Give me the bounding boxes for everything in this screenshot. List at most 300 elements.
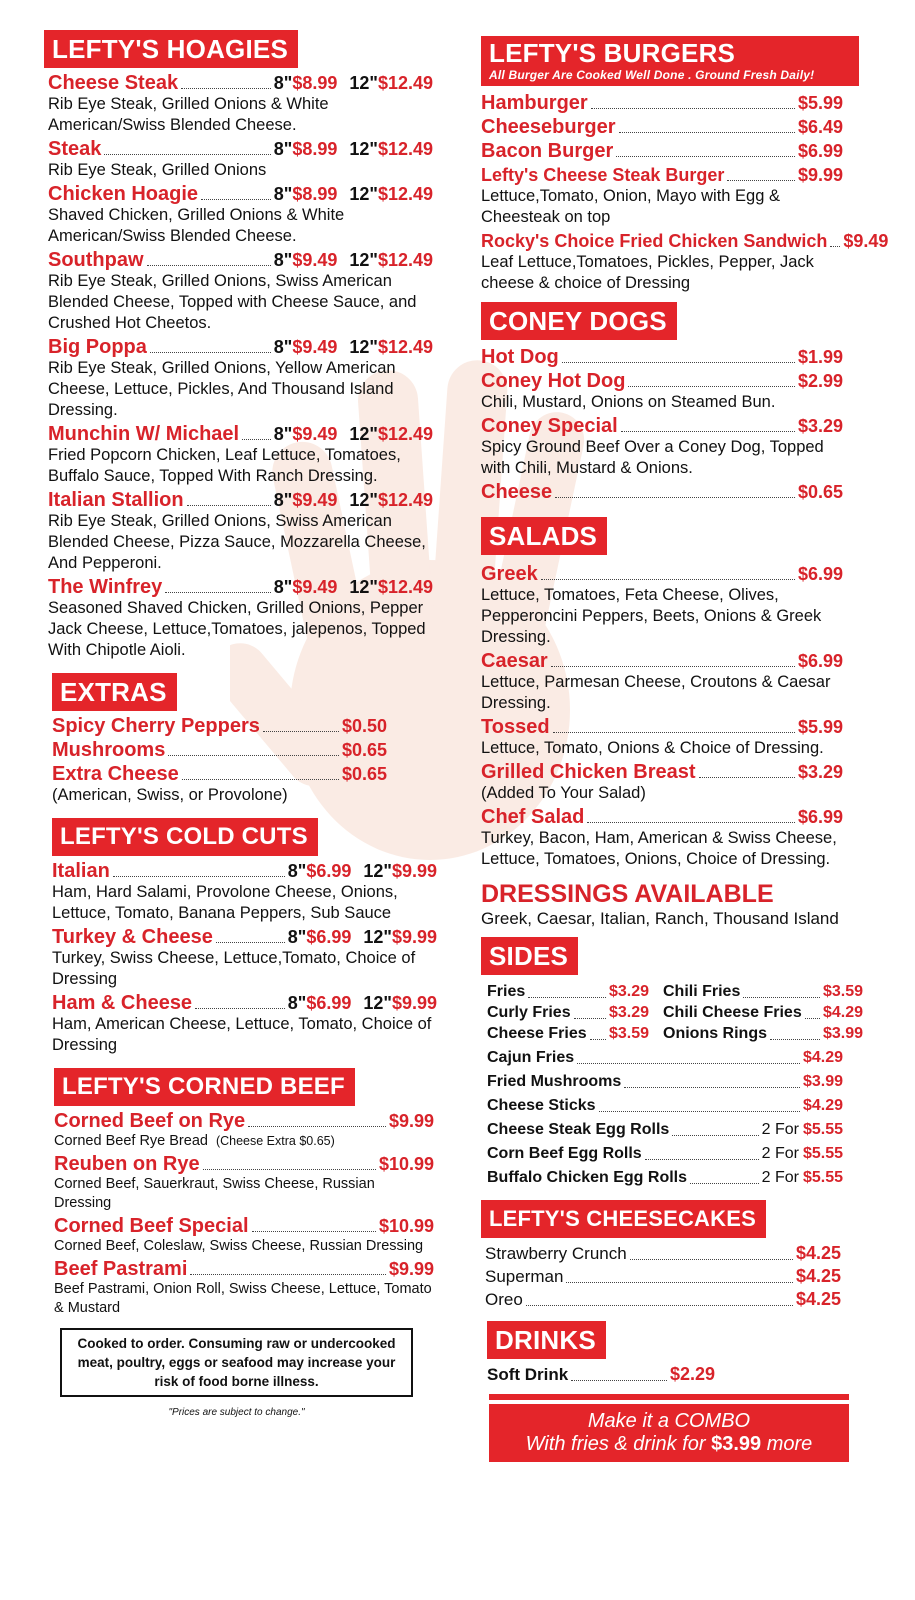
leader-dots xyxy=(805,1018,820,1019)
leader-dots xyxy=(187,505,271,506)
menu-item xyxy=(52,739,387,761)
size-8-label: 8" xyxy=(273,424,293,444)
item-price: $9.99 xyxy=(797,165,843,185)
item-description: Rib Eye Steak, Grilled Onions, Swiss American Blended Cheese, Topped with Cheese Sauce, and Crushed Hot Cheetos. xyxy=(48,272,417,332)
egg-roll-item xyxy=(487,1119,843,1140)
menu-item xyxy=(48,489,444,574)
price-12: $12.49 xyxy=(377,184,433,204)
side-item xyxy=(487,1095,843,1116)
egg-roll-qty: 2 For xyxy=(761,1169,799,1186)
hoagies-header: LEFTY'S HOAGIES xyxy=(44,30,298,68)
side-name: Chili Fries xyxy=(663,983,741,1000)
leader-dots xyxy=(619,132,795,133)
item-name: Spicy Cherry Peppers xyxy=(52,715,260,737)
leader-dots xyxy=(590,1039,606,1040)
extras-note: (American, Swiss, or Provolone) xyxy=(52,786,288,804)
side-name: Cheese Sticks xyxy=(487,1097,596,1114)
menu-item-row xyxy=(54,1258,434,1280)
item-description: Ham, Hard Salami, Provolone Cheese, Onions, Lettuce, Tomato, Banana Peppers, Sub Sauce xyxy=(52,883,398,922)
menu-item-row xyxy=(48,336,433,358)
drinks-header: DRINKS xyxy=(487,1321,606,1359)
menu-item xyxy=(54,1258,434,1318)
item-name: Greek xyxy=(481,563,538,585)
salads-list xyxy=(481,563,843,870)
item-description: Ham, American Cheese, Lettuce, Tomato, Choice of Dressing xyxy=(52,1015,432,1054)
item-description-text: Lettuce,Tomato, Onion, Mayo with Egg & Cheesteak on top xyxy=(481,187,780,226)
sides-list xyxy=(487,981,863,1188)
menu-item-row xyxy=(481,481,843,503)
menu-item-row xyxy=(54,1110,434,1132)
food-safety-notice: Cooked to order. Consuming raw or undercooked meat, poultry, eggs or seafood may increase your risk of food borne illness. xyxy=(60,1328,413,1397)
size-8-label: 8" xyxy=(273,184,293,204)
item-description xyxy=(481,392,843,413)
leader-dots xyxy=(770,1039,820,1040)
side-name: Fried Mushrooms xyxy=(487,1073,622,1090)
item-description: Fried Popcorn Chicken, Leaf Lettuce, Tomatoes, Buffalo Sauce, Topped With Ranch Dressing. xyxy=(48,446,401,485)
menu-item xyxy=(481,92,843,114)
price-8: $9.49 xyxy=(292,424,338,444)
burgers-subtitle: All Burger Are Cooked Well Done . Ground Fresh Daily! xyxy=(489,68,815,82)
leader-dots xyxy=(599,1111,800,1112)
leader-dots xyxy=(165,592,271,593)
side-name: Cheese Fries xyxy=(487,1025,587,1042)
menu-item-row xyxy=(48,138,433,160)
prices-note: "Prices are subject to change." xyxy=(168,1407,305,1418)
leader-dots xyxy=(628,386,795,387)
menu-item-row xyxy=(485,1288,841,1311)
item-name: Turkey & Cheese xyxy=(52,926,213,948)
item-price: $2.29 xyxy=(669,1364,715,1384)
menu-item-row xyxy=(48,423,433,445)
item-description: Rib Eye Steak, Grilled Onions, Swiss American Blended Cheese, Pizza Sauce, Mozzarella Cheese, And Pepperoni. xyxy=(48,512,426,572)
item-price: $3.29 xyxy=(797,762,843,782)
price-8: $9.49 xyxy=(292,337,338,357)
menu-item-row xyxy=(48,72,433,94)
price-8: $8.99 xyxy=(292,139,338,159)
menu-item-row xyxy=(481,650,843,672)
size-12-label: 12" xyxy=(363,993,392,1013)
item-extra-note: (Cheese Extra $0.65) xyxy=(215,1134,335,1148)
size-8-label: 8" xyxy=(287,861,307,881)
item-price: $6.99 xyxy=(797,807,843,827)
menu-item-row xyxy=(54,1215,434,1237)
item-description-text: Lettuce, Tomato, Onions & Choice of Dressing. xyxy=(481,739,824,757)
menu-item xyxy=(48,249,444,334)
menu-item-row xyxy=(481,140,843,162)
leader-dots xyxy=(242,439,271,440)
menu-item xyxy=(481,563,843,648)
menu-item xyxy=(481,346,843,368)
leader-dots xyxy=(203,1169,376,1170)
item-name: Steak xyxy=(48,138,102,160)
size-12-label: 12" xyxy=(349,337,378,357)
price-8: $8.99 xyxy=(292,73,338,93)
item-name: Grilled Chicken Breast xyxy=(481,761,696,783)
leader-dots xyxy=(551,666,795,667)
price-12: $12.49 xyxy=(377,490,433,510)
leader-dots xyxy=(571,1380,667,1381)
size-8-label: 8" xyxy=(273,250,293,270)
item-name: Reuben on Rye xyxy=(54,1153,200,1175)
price-12: $12.49 xyxy=(377,337,433,357)
item-name: Corned Beef on Rye xyxy=(54,1110,246,1132)
hoagies-list xyxy=(48,72,444,661)
egg-roll-price: $5.55 xyxy=(802,1169,843,1186)
item-price: $9.99 xyxy=(388,1259,434,1279)
menu-item xyxy=(481,716,843,759)
size-8-label: 8" xyxy=(273,73,293,93)
item-description xyxy=(481,186,843,228)
item-name: Mushrooms xyxy=(52,739,166,761)
size-12-label: 12" xyxy=(349,490,378,510)
combo-divider xyxy=(489,1394,849,1400)
menu-item xyxy=(481,116,843,138)
burgers-title: LEFTY'S BURGERS xyxy=(489,38,736,68)
item-description-text: Corned Beef, Sauerkraut, Swiss Cheese, Russian Dressing xyxy=(54,1176,375,1211)
item-description xyxy=(481,783,843,804)
item-price: $6.99 xyxy=(797,564,843,584)
cold-cuts-header: LEFTY'S COLD CUTS xyxy=(52,818,318,856)
item-price: $4.25 xyxy=(795,1243,841,1263)
leader-dots xyxy=(252,1231,376,1232)
item-name: The Winfrey xyxy=(48,576,163,598)
item-name: Ham & Cheese xyxy=(52,992,193,1014)
side-item xyxy=(487,1002,649,1023)
item-price: $0.65 xyxy=(341,764,387,784)
price-8: $9.49 xyxy=(292,490,338,510)
item-price: $9.49 xyxy=(843,231,889,251)
dressings-section xyxy=(481,880,881,929)
item-name: Coney Hot Dog xyxy=(481,370,626,392)
side-name: Chili Cheese Fries xyxy=(663,1004,802,1021)
menu-item xyxy=(481,164,843,228)
menu-item xyxy=(481,806,843,870)
menu-item xyxy=(52,926,437,990)
menu-item-row xyxy=(52,763,387,785)
size-12-label: 12" xyxy=(363,861,392,881)
egg-roll-price: $5.55 xyxy=(802,1145,843,1162)
extras-list xyxy=(52,715,387,785)
leader-dots xyxy=(190,1274,386,1275)
item-name: Rocky's Choice Fried Chicken Sandwich xyxy=(481,231,828,251)
menu-item-row xyxy=(48,249,433,271)
side-name: Curly Fries xyxy=(487,1004,571,1021)
drinks-list xyxy=(487,1363,715,1386)
item-name: Bacon Burger xyxy=(481,140,614,162)
item-description-text: Lettuce, Tomatoes, Feta Cheese, Olives, Pepperoncini Peppers, Beets, Onions & Greek Dressing. xyxy=(481,586,822,646)
item-description xyxy=(481,252,843,294)
leader-dots xyxy=(553,732,795,733)
menu-item xyxy=(54,1215,434,1256)
size-8-label: 8" xyxy=(287,927,307,947)
leader-dots xyxy=(541,579,795,580)
sides-section xyxy=(481,937,881,1188)
combo-line2-text: With fries & drink for xyxy=(525,1433,706,1455)
price-8: $6.99 xyxy=(306,861,352,881)
menu-item xyxy=(48,72,444,136)
leader-dots xyxy=(743,997,820,998)
item-price: $6.49 xyxy=(797,117,843,137)
price-12: $12.49 xyxy=(377,139,433,159)
price-12: $12.49 xyxy=(377,73,433,93)
menu-item xyxy=(481,230,889,294)
sides-gap xyxy=(649,1023,663,1044)
price-12: $12.49 xyxy=(377,424,433,444)
leader-dots xyxy=(591,108,795,109)
item-name: Italian xyxy=(52,860,110,882)
egg-roll-price: $5.55 xyxy=(802,1121,843,1138)
item-price: $6.99 xyxy=(797,651,843,671)
cold-cuts-list xyxy=(52,860,437,1056)
sides-gap xyxy=(649,981,663,1002)
corned-beef-list xyxy=(54,1110,434,1318)
leader-dots xyxy=(201,199,271,200)
menu-item-row xyxy=(48,489,433,511)
menu-item xyxy=(52,763,387,785)
side-name: Onions Rings xyxy=(663,1025,767,1042)
item-name: Soft Drink xyxy=(487,1365,569,1384)
leader-dots xyxy=(616,156,795,157)
size-8-label: 8" xyxy=(273,490,293,510)
menu-item-row xyxy=(48,576,433,598)
menu-item-row xyxy=(481,415,843,437)
menu-item-row xyxy=(52,739,387,761)
item-price: $3.29 xyxy=(797,416,843,436)
menu-item xyxy=(48,183,444,247)
item-name: Chicken Hoagie xyxy=(48,183,199,205)
right-column xyxy=(481,36,889,1462)
leader-dots xyxy=(830,246,840,247)
leader-dots xyxy=(699,777,795,778)
item-description xyxy=(481,585,843,648)
size-12-label: 12" xyxy=(349,73,378,93)
menu-item-row xyxy=(481,164,843,186)
menu-item-row xyxy=(481,716,843,738)
menu-item-row xyxy=(52,992,437,1014)
leader-dots xyxy=(574,1018,606,1019)
side-item xyxy=(663,1023,863,1044)
item-price: $10.99 xyxy=(378,1154,434,1174)
item-price: $4.25 xyxy=(795,1266,841,1286)
item-price: $0.65 xyxy=(341,740,387,760)
extras-header: EXTRAS xyxy=(52,673,177,711)
item-description: Seasoned Shaved Chicken, Grilled Onions, Pepper Jack Cheese, Lettuce,Tomatoes, jalepenos, Topped With Chipotle Aioli. xyxy=(48,599,426,659)
egg-roll-name: Corn Beef Egg Rolls xyxy=(487,1145,642,1162)
combo-price: $3.99 xyxy=(711,1433,762,1455)
item-description: Rib Eye Steak, Grilled Onions xyxy=(48,161,267,179)
menu-item-row xyxy=(481,92,843,114)
menu-item xyxy=(52,860,437,924)
item-description xyxy=(54,1237,434,1256)
menu-item-row xyxy=(48,183,433,205)
item-description: Turkey, Swiss Cheese, Lettuce,Tomato, Choice of Dressing xyxy=(52,949,416,988)
menu-item xyxy=(481,761,843,804)
leader-dots xyxy=(624,1087,800,1088)
item-name: Cheese xyxy=(481,481,553,503)
egg-roll-name: Cheese Steak Egg Rolls xyxy=(487,1121,670,1138)
item-description-text: Chili, Mustard, Onions on Steamed Bun. xyxy=(481,393,776,411)
leader-dots xyxy=(263,731,339,732)
item-description-text: Corned Beef, Coleslaw, Swiss Cheese, Russian Dressing xyxy=(54,1238,424,1254)
item-name: Tossed xyxy=(481,716,550,738)
item-name: Beef Pastrami xyxy=(54,1258,188,1280)
coney-section xyxy=(481,302,881,503)
burgers-list xyxy=(481,92,889,294)
item-price: $0.65 xyxy=(797,482,843,502)
leader-dots xyxy=(113,876,285,877)
item-name: Chef Salad xyxy=(481,806,585,828)
dressings-header: DRESSINGS AVAILABLE xyxy=(481,880,774,908)
price-8: $8.99 xyxy=(292,184,338,204)
item-description-text: Beef Pastrami, Onion Roll, Swiss Cheese, Lettuce, Tomato & Mustard xyxy=(54,1281,432,1316)
leader-dots xyxy=(195,1008,285,1009)
price-12: $9.99 xyxy=(391,927,437,947)
side-price: $4.29 xyxy=(822,1004,863,1021)
leader-dots xyxy=(587,822,795,823)
leader-dots xyxy=(528,997,606,998)
sides-header: SIDES xyxy=(481,937,578,975)
salads-header: SALADS xyxy=(481,517,607,555)
leader-dots xyxy=(630,1259,793,1260)
menu-item xyxy=(481,481,843,503)
leader-dots xyxy=(216,942,285,943)
combo-suffix: more xyxy=(766,1433,813,1455)
menu-item xyxy=(52,992,437,1056)
menu-item xyxy=(481,415,843,479)
burgers-header xyxy=(481,36,859,86)
leader-dots xyxy=(672,1135,758,1136)
item-description-text: Lettuce, Parmesan Cheese, Croutons & Caesar Dressing. xyxy=(481,673,831,712)
size-8-label: 8" xyxy=(287,993,307,1013)
menu-item-row xyxy=(481,230,889,252)
item-name: Cheeseburger xyxy=(481,116,616,138)
item-name: Italian Stallion xyxy=(48,489,184,511)
price-8: $6.99 xyxy=(306,993,352,1013)
item-description xyxy=(481,738,843,759)
item-description xyxy=(481,828,843,870)
item-description-text: Leaf Lettuce,Tomatoes, Pickles, Pepper, Jack cheese & choice of Dressing xyxy=(481,253,814,292)
leader-dots xyxy=(577,1063,800,1064)
item-name: Strawberry Crunch xyxy=(485,1244,627,1263)
leader-dots xyxy=(566,1282,793,1283)
size-12-label: 12" xyxy=(349,250,378,270)
leader-dots xyxy=(621,431,795,432)
item-description-text: Turkey, Bacon, Ham, American & Swiss Cheese, Lettuce, Tomatoes, Onions, Choice of Dressing. xyxy=(481,829,837,868)
combo-banner xyxy=(489,1404,849,1462)
cheesecakes-section xyxy=(481,1200,881,1311)
item-price: $5.99 xyxy=(797,93,843,113)
item-name: Superman xyxy=(485,1267,564,1286)
item-description: Rib Eye Steak, Grilled Onions, Yellow American Cheese, Lettuce, Pickles, And Thousand Island Dressing. xyxy=(48,359,396,419)
combo-line1: Make it a COMBO xyxy=(587,1410,751,1432)
egg-roll-item xyxy=(487,1143,843,1164)
left-column xyxy=(44,30,444,1418)
side-item xyxy=(487,1071,843,1092)
menu-item-row xyxy=(481,116,843,138)
corned-beef-header: LEFTY'S CORNED BEEF xyxy=(54,1068,355,1106)
side-name: Fries xyxy=(487,983,526,1000)
item-description xyxy=(481,672,843,714)
side-price: $3.29 xyxy=(608,983,649,1000)
leader-dots xyxy=(104,154,270,155)
item-price: $9.99 xyxy=(388,1111,434,1131)
cheesecakes-header: LEFTY'S CHEESECAKES xyxy=(481,1200,766,1238)
sides-gap xyxy=(649,1002,663,1023)
price-12: $9.99 xyxy=(391,993,437,1013)
item-name: Coney Special xyxy=(481,415,618,437)
menu-item-row xyxy=(481,761,843,783)
item-price: $5.99 xyxy=(797,717,843,737)
menu-item-row xyxy=(481,346,843,368)
side-item xyxy=(487,981,649,1002)
menu-item xyxy=(481,370,843,413)
dressings-list: Greek, Caesar, Italian, Ranch, Thousand Island xyxy=(481,909,839,928)
size-8-label: 8" xyxy=(273,139,293,159)
coney-list xyxy=(481,346,843,503)
menu-item-row xyxy=(481,370,843,392)
item-name: Hot Dog xyxy=(481,346,559,368)
corned-beef-section xyxy=(54,1068,444,1318)
menu-item-row xyxy=(487,1363,715,1386)
egg-roll-qty: 2 For xyxy=(761,1145,799,1162)
price-8: $9.49 xyxy=(292,250,338,270)
menu-item xyxy=(54,1110,434,1151)
price-12: $12.49 xyxy=(377,577,433,597)
size-12-label: 12" xyxy=(363,927,392,947)
menu-item-row xyxy=(52,860,437,882)
side-price: $4.29 xyxy=(802,1049,843,1066)
item-price: $0.50 xyxy=(341,716,387,736)
item-description: Shaved Chicken, Grilled Onions & White American/Swiss Blended Cheese. xyxy=(48,206,345,245)
menu-item-row xyxy=(52,715,387,737)
item-name: Oreo xyxy=(485,1290,523,1309)
item-description-text: Corned Beef Rye Bread xyxy=(54,1133,208,1149)
item-description-text: (Added To Your Salad) xyxy=(481,784,646,802)
menu-item xyxy=(48,576,444,661)
leader-dots xyxy=(150,352,271,353)
size-8-label: 8" xyxy=(273,577,293,597)
size-12-label: 12" xyxy=(349,184,378,204)
menu-item xyxy=(48,336,444,421)
side-price: $4.29 xyxy=(802,1097,843,1114)
price-12: $12.49 xyxy=(377,250,433,270)
egg-roll-qty: 2 For xyxy=(761,1121,799,1138)
side-price: $3.99 xyxy=(802,1073,843,1090)
salads-section xyxy=(481,517,881,870)
side-price: $3.29 xyxy=(608,1004,649,1021)
cheesecakes-list xyxy=(485,1242,841,1311)
egg-roll-name: Buffalo Chicken Egg Rolls xyxy=(487,1169,688,1186)
item-name: Corned Beef Special xyxy=(54,1215,249,1237)
leader-dots xyxy=(248,1126,386,1127)
menu-item xyxy=(48,423,444,487)
cold-cuts-section xyxy=(52,818,444,1056)
side-item xyxy=(487,1023,649,1044)
item-description xyxy=(54,1280,434,1318)
item-name: Big Poppa xyxy=(48,336,147,358)
egg-roll-item xyxy=(487,1167,843,1188)
item-name: Cheese Steak xyxy=(48,72,179,94)
menu-item-row xyxy=(485,1242,841,1265)
side-item xyxy=(487,1047,843,1068)
menu-item-row xyxy=(485,1265,841,1288)
item-description-text: Spicy Ground Beef Over a Coney Dog, Topped with Chili, Mustard & Onions. xyxy=(481,438,824,477)
extras-section xyxy=(52,673,444,806)
leader-dots xyxy=(727,180,795,181)
item-price: $6.99 xyxy=(797,141,843,161)
leader-dots xyxy=(168,755,339,756)
leader-dots xyxy=(147,265,271,266)
